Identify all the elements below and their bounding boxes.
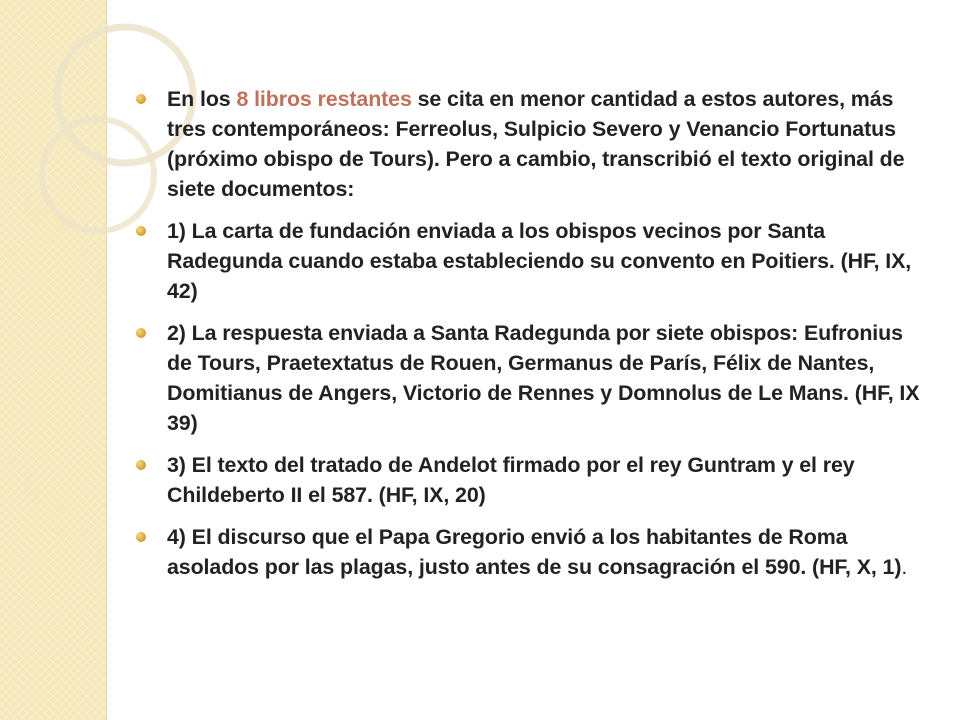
- bullet-1-text-end: se cita en menor cantidad a estos autores, más tres contemporáneos: Ferreolus, Sulpicio Severo y Venancio Fortunatus (próximo obispo de Tours). Pero a cambio, transcribió el texto original de siete documentos:: [167, 87, 905, 201]
- bullet-3-text: 2) La respuesta enviada a Santa Radegunda por siete obispos: Eufronius de Tours, Praetextatus de Rouen, Germanus de París, Félix de Nantes, Domitianus de Angers, Victorio de Rennes y Domnolus de Le Mans. (HF, IX 39): [167, 321, 920, 435]
- bullet-icon: [136, 460, 146, 470]
- bullet-item-2: [130, 216, 930, 306]
- bullet-icon: [136, 226, 146, 236]
- bullet-4-text: 3) El texto del tratado de Andelot firmado por el rey Guntram y el rey Childeberto II el 587. (HF, IX, 20): [167, 453, 855, 507]
- bullet-1-text-start: En los: [167, 87, 237, 111]
- bullet-item-4: [130, 450, 930, 510]
- bullet-item-5: [130, 522, 930, 582]
- bullet-5-text: 4) El discurso que el Papa Gregorio envió a los habitantes de Roma asolados por las plagas, justo antes de su consagración el 590. (HF, X, 1): [167, 525, 902, 579]
- bullet-item-3: [130, 318, 930, 438]
- slide-content: [130, 84, 930, 594]
- bullet-icon: [136, 94, 146, 104]
- bullet-item-1: [130, 84, 930, 204]
- bullet-icon: [136, 328, 146, 338]
- bullet-list: [130, 84, 930, 582]
- bullet-5-trailing-period: .: [901, 555, 908, 579]
- bullet-icon: [136, 532, 146, 542]
- bullet-2-text: 1) La carta de fundación enviada a los obispos vecinos por Santa Radegunda cuando estaba estableciendo su convento en Poitiers. (HF, IX, 42): [167, 219, 912, 303]
- bullet-1-highlight: 8 libros restantes: [236, 87, 412, 111]
